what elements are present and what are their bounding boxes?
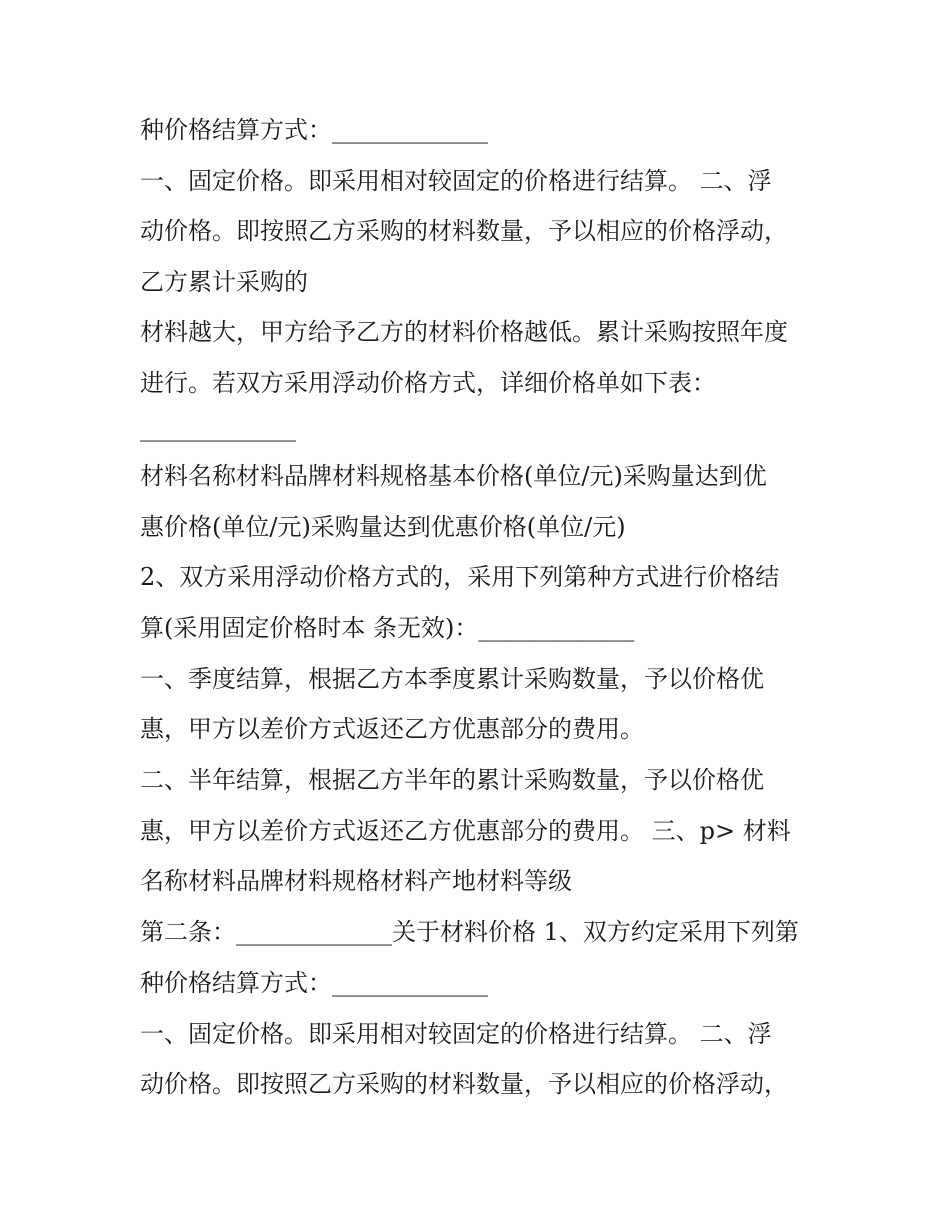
- text-line: 种价格结算方式：_____________: [140, 116, 488, 144]
- text-line: 惠价格(单位/元)采购量达到优惠价格(单位/元): [140, 513, 626, 541]
- text-line: 材料名称材料品牌材料规格基本价格(单位/元)采购量达到优: [140, 462, 767, 490]
- text-line: 第二条：_____________关于材料价格 1、双方约定采用下列第: [140, 918, 799, 946]
- text-line: _____________: [140, 414, 296, 442]
- text-line: 算(采用固定价格时本 条无效)：_____________: [140, 614, 635, 642]
- text-line: 一、固定价格。即采用相对较固定的价格进行结算。 二、浮: [140, 1020, 772, 1048]
- text-line: 种价格结算方式：_____________: [140, 969, 488, 997]
- text-line: 一、季度结算，根据乙方本季度累计采购数量，予以价格优: [140, 665, 764, 693]
- text-line: 惠，甲方以差价方式返还乙方优惠部分的费用。: [140, 715, 644, 743]
- text-line: 二、半年结算，根据乙方半年的累计采购数量，予以价格优: [140, 766, 764, 794]
- text-line: 材料越大，甲方给予乙方的材料价格越低。累计采购按照年度: [140, 318, 788, 346]
- text-line: 动价格。即按照乙方采购的材料数量，予以相应的价格浮动，: [140, 1070, 788, 1098]
- text-line: 乙方累计采购的: [140, 268, 308, 296]
- text-line: 进行。若双方采用浮动价格方式，详细价格单如下表：: [140, 369, 716, 397]
- text-line: 名称材料品牌材料规格材料产地材料等级: [140, 867, 572, 895]
- text-line: 2、双方采用浮动价格方式的，采用下列第种方式进行价格结: [140, 563, 780, 591]
- text-line: 惠，甲方以差价方式返还乙方优惠部分的费用。 三、p> 材料: [140, 817, 791, 845]
- text-line: 一、固定价格。即采用相对较固定的价格进行结算。 二、浮: [140, 167, 772, 195]
- text-line: 动价格。即按照乙方采购的材料数量，予以相应的价格浮动，: [140, 217, 788, 245]
